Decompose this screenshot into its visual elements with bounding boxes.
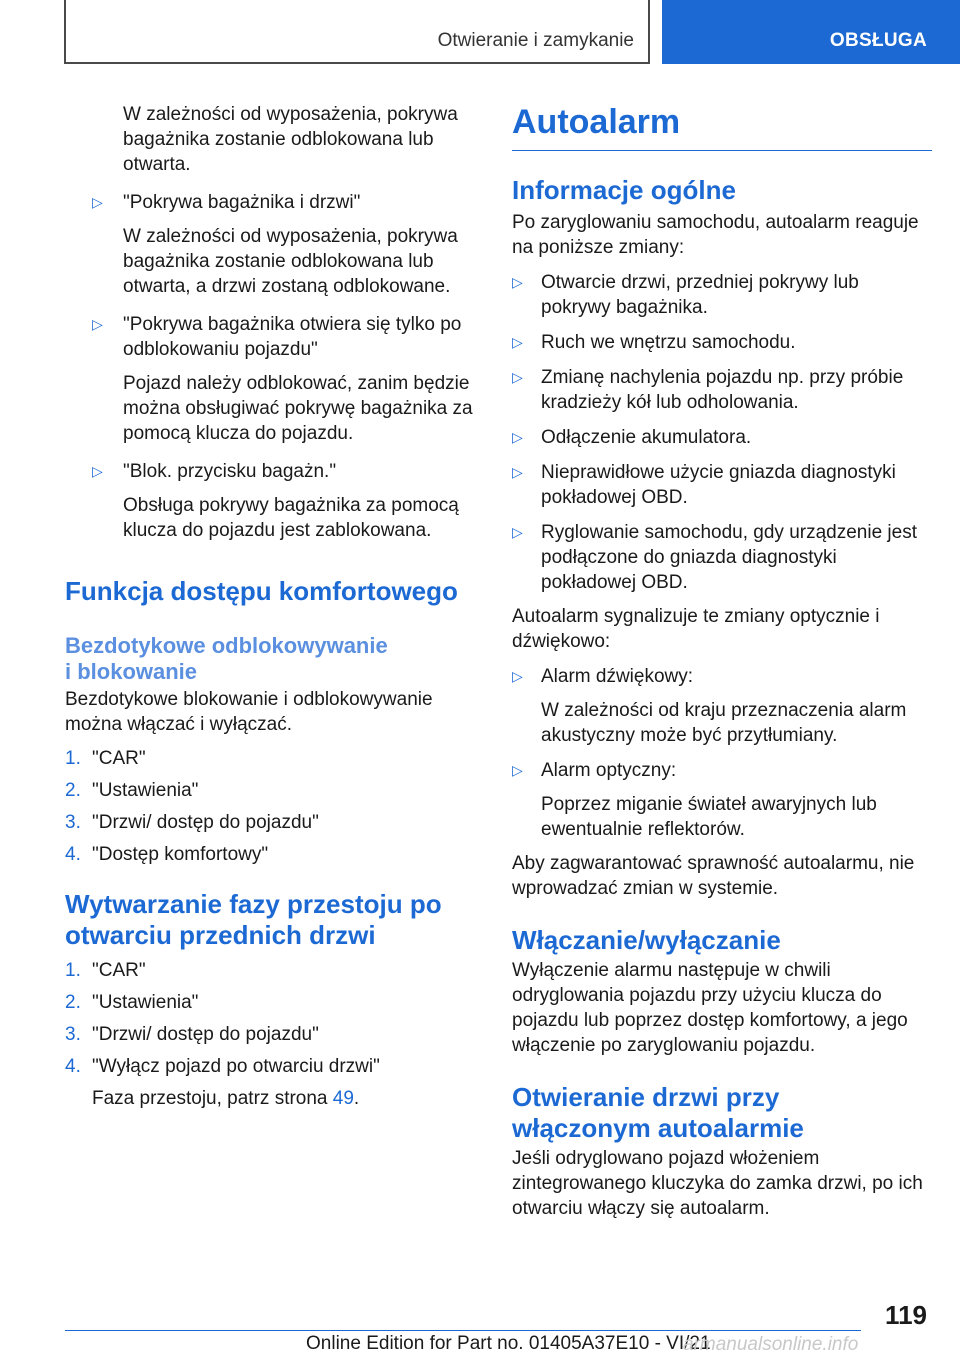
on-off-heading: Włączanie/wyłączanie (512, 925, 781, 955)
triangle-bullet-icon: ▷ (512, 429, 523, 445)
idle-steps-list (65, 958, 475, 1079)
trigger-bullet-item (512, 425, 932, 450)
header-chapter-tab-label: OBSŁUGA (829, 30, 927, 51)
keyless-text: Bezdotykowe blokowanie i odblokowywanie można włączać i wyłączać. (65, 689, 433, 735)
signal-text: W zależności od kraju przeznaczenia alarm akustyczny może być przytłumiany. (541, 700, 907, 746)
signal-label: Alarm optyczny: (541, 760, 677, 781)
left-bullet-item (65, 190, 475, 299)
doors-open-heading-line2: włączonym autoalarmie (512, 1113, 804, 1143)
comfort-access-heading: Funkcja dostępu komfortowego (65, 576, 458, 606)
left-intro-text: W zależności od wyposażenia, pokrywa bagażnika zostanie odblokowana lub otwarta. (123, 104, 458, 175)
triangle-bullet-icon: ▷ (512, 334, 523, 350)
list-item (65, 1054, 475, 1079)
left-bullet-label: "Blok. przycisku bagażn." (123, 461, 337, 482)
triangle-bullet-icon: ▷ (512, 274, 523, 290)
step-number: 4. (65, 844, 81, 865)
left-bullet-text: Pojazd należy odblokować, zanim będzie można obsługiwać pokrywę bagażnika za pomocą klucza do pojazdu. (123, 373, 473, 444)
footer-divider (65, 1330, 861, 1331)
step-number: 4. (65, 1056, 81, 1077)
signal-text: Poprzez miganie świateł awaryjnych lub ewentualnie reflektorów. (541, 794, 877, 840)
on-off-text: Wyłączenie alarmu następuje w chwili odryglowania pojazdu przy użyciu klucza do pojazdu lub poprzez dostęp komfortowy, a jego włączenie po zaryglowaniu pojazdu. (512, 960, 908, 1056)
step-text: "Wyłącz pojazd po otwarciu drzwi" (92, 1056, 380, 1077)
idle-phase-note-prefix: Faza przestoju, patrz strona (92, 1088, 333, 1109)
step-text: "Ustawienia" (92, 992, 199, 1013)
left-bullet-label: "Pokrywa bagażnika otwiera się tylko po odblokowaniu pojazdu" (123, 314, 462, 360)
step-text: "Dostęp komfortowy" (92, 844, 269, 865)
step-number: 1. (65, 748, 81, 769)
page-number: 119 (885, 1300, 927, 1330)
list-item (65, 842, 475, 867)
left-column (65, 102, 475, 1111)
header-section-title: Otwieranie i zamykanie (437, 30, 634, 51)
right-column (512, 102, 932, 1221)
header-section-box (64, 0, 650, 64)
trigger-bullet-item (512, 365, 932, 415)
step-number: 3. (65, 812, 81, 833)
triangle-bullet-icon: ▷ (512, 524, 523, 540)
trigger-bullet-item (512, 460, 932, 510)
watermark-text: armanualsonline.info (683, 1334, 859, 1355)
trigger-bullet-item (512, 330, 932, 355)
trigger-text: Odłączenie akumulatora. (541, 427, 752, 448)
left-bullet-item (65, 312, 475, 446)
trigger-text: Otwarcie drzwi, przedniej pokrywy lub pokrywy bagażnika. (541, 272, 859, 318)
step-text: "Ustawienia" (92, 780, 199, 801)
triangle-bullet-icon: ▷ (92, 316, 103, 332)
list-item (65, 778, 475, 803)
left-bullet-label: "Pokrywa bagażnika i drzwi" (123, 192, 361, 213)
keyless-subheading-line2: i blokowanie (65, 659, 198, 684)
step-text: "CAR" (92, 960, 146, 981)
header-chapter-tab[interactable] (662, 0, 960, 64)
keyless-steps-list (65, 746, 475, 867)
triangle-bullet-icon: ▷ (512, 464, 523, 480)
list-item (65, 958, 475, 983)
footer-edition-text: Online Edition for Part no. 01405A37E10 - VI/21 (306, 1333, 711, 1354)
triangle-bullet-icon: ▷ (512, 369, 523, 385)
signal-bullet-item (512, 664, 932, 748)
trigger-text: Nieprawidłowe użycie gniazda diagnostyki pokładowej OBD. (541, 462, 896, 508)
page-49-link[interactable]: 49 (332, 1088, 354, 1109)
warning-text: Aby zagwarantować sprawność autoalarmu, nie wprowadzać zmian w systemie. (512, 853, 915, 899)
list-item (65, 810, 475, 835)
triangle-bullet-icon: ▷ (92, 463, 103, 479)
step-number: 2. (65, 992, 81, 1013)
step-number: 3. (65, 1024, 81, 1045)
list-item (65, 746, 475, 771)
step-text: "Drzwi/ dostęp do pojazdu" (92, 1024, 319, 1045)
general-intro-text: Po zaryglowaniu samochodu, autoalarm reaguje na poniższe zmiany: (512, 212, 919, 258)
idle-phase-heading-line1: Wytwarzanie fazy przestoju po (65, 889, 442, 919)
signal-label: Alarm dźwiękowy: (541, 666, 694, 687)
signal-bullet-item (512, 758, 932, 842)
trigger-bullet-item (512, 520, 932, 595)
trigger-text: Ryglowanie samochodu, gdy urządzenie jest podłączone do gniazda diagnostyki pokładowej OBD. (541, 522, 917, 593)
list-item (65, 1022, 475, 1047)
idle-phase-heading-line2: otwarciu przednich drzwi (65, 920, 376, 950)
idle-phase-note (65, 1086, 475, 1111)
general-info-heading: Informacje ogólne (512, 175, 736, 205)
step-number: 2. (65, 780, 81, 801)
keyless-subheading-line1: Bezdotykowe odblokowywanie (65, 633, 388, 658)
step-text: "CAR" (92, 748, 146, 769)
idle-phase-note-suffix: . (353, 1088, 360, 1109)
triangle-bullet-icon: ▷ (512, 668, 523, 684)
step-text: "Drzwi/ dostęp do pojazdu" (92, 812, 319, 833)
left-bullet-text: W zależności od wyposażenia, pokrywa bagażnika zostanie odblokowana lub otwarta, a drzwi zostaną odblokowane. (123, 226, 458, 297)
doors-open-text: Jeśli odryglowano pojazd włożeniem zintegrowanego kluczyka do zamka drzwi, po ich otwarciu włączy się autoalarm. (512, 1148, 923, 1219)
left-bullet-item (65, 459, 475, 543)
trigger-text: Zmianę nachylenia pojazdu np. przy próbie kradzieży kół lub odholowania. (541, 367, 904, 413)
trigger-text: Ruch we wnętrzu samochodu. (541, 332, 796, 353)
triangle-bullet-icon: ▷ (92, 194, 103, 210)
triangle-bullet-icon: ▷ (512, 762, 523, 778)
step-number: 1. (65, 960, 81, 981)
signal-intro-text: Autoalarm sygnalizuje te zmiany optycznie i dźwiękowo: (512, 606, 880, 652)
list-item (65, 990, 475, 1015)
doors-open-heading-line1: Otwieranie drzwi przy (512, 1082, 780, 1112)
trigger-bullet-item (512, 270, 932, 320)
page-title: Autoalarm (512, 102, 932, 151)
left-bullet-text: Obsługa pokrywy bagażnika za pomocą klucza do pojazdu jest zablokowana. (123, 495, 459, 541)
